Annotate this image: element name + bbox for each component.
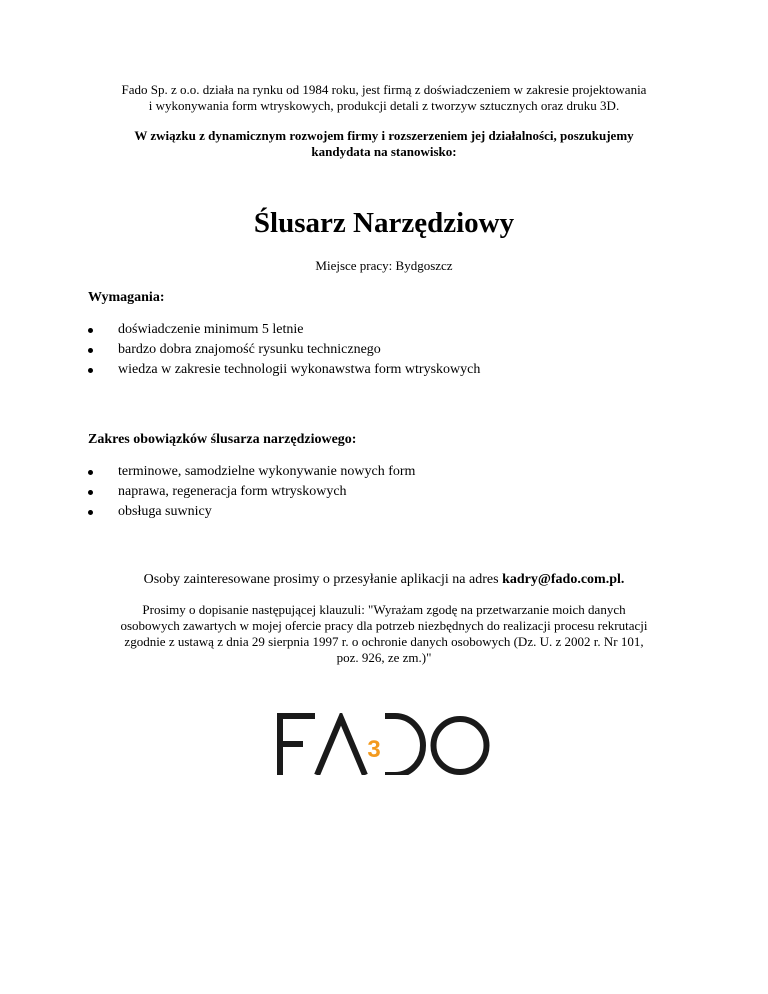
requirements-list [88, 320, 480, 380]
job-location: Miejsce pracy: Bydgoszcz [315, 258, 453, 273]
duties-item-text: naprawa, regeneracja form wtryskowych [118, 484, 347, 499]
logo-letter-d [385, 716, 423, 775]
company-intro [60, 82, 708, 114]
hiring-announcement-line: kandydata na stanowisko: [311, 144, 457, 159]
company-intro-line: Fado Sp. z o.o. działa na rynku od 1984 roku, jest firmą z doświadczeniem w zakresie projektowania [121, 82, 647, 97]
consent-clause-line: poz. 926, ze zm.)" [336, 650, 432, 665]
bullet-icon [88, 470, 93, 475]
requirements-heading: Wymagania: [88, 290, 165, 305]
bullet-icon [88, 368, 93, 373]
bullet-icon [88, 328, 93, 333]
duties-list-item [88, 462, 415, 482]
job-title: Ślusarz Narzędziowy [253, 207, 515, 239]
fado-logo-letters [280, 716, 487, 775]
requirements-item-text: doświadczenie minimum 5 letnie [118, 322, 304, 337]
requirements-list-item [88, 340, 480, 360]
bullet-icon [88, 510, 93, 515]
duties-item-text: terminowe, samodzielne wykonywanie nowych form [118, 464, 416, 479]
logo-letter-a [317, 718, 365, 775]
hiring-announcement-line: W związku z dynamicznym rozwojem firmy i rozszerzeniem jej działalności, poszukujemy [134, 128, 634, 143]
hiring-announcement [60, 128, 708, 160]
application-text: Osoby zainteresowane prosimy o przesyłanie aplikacji na adres [143, 572, 503, 587]
duties-heading: Zakres obowiązków ślusarza narzędziowego: [88, 432, 357, 447]
logo-letter-o [434, 719, 487, 772]
consent-clause-line: osobowych zawartych w mojej ofercie pracy dla potrzeb niezbędnych do realizacji procesu rekrutacji [120, 618, 648, 633]
requirements-list-item [88, 320, 480, 340]
duties-list-item [88, 482, 415, 502]
requirements-item-text: bardzo dobra znajomość rysunku technicznego [118, 342, 381, 357]
bullet-icon [88, 348, 93, 353]
fado-logo [277, 713, 491, 775]
company-intro-line: i wykonywania form wtryskowych, produkcji detali z tworzyw sztucznych oraz druku 3D. [148, 98, 620, 113]
consent-clause-line: Prosimy o dopisanie następującej klauzuli: "Wyrażam zgodę na przetwarzanie moich danych [142, 602, 626, 617]
application-instructions [0, 571, 768, 588]
requirements-list-item [88, 360, 480, 380]
duties-item-text: obsługa suwnicy [118, 504, 212, 519]
logo-letter-f [280, 716, 315, 775]
bullet-icon [88, 490, 93, 495]
consent-clause-line: zgodnie z ustawą z dnia 29 sierpnia 1997 r. o ochronie danych osobowych (Dz. U. z 2002 r. Nr 101, [124, 634, 644, 649]
application-email: kadry@fado.com.pl. [502, 572, 625, 587]
duties-list [88, 462, 415, 522]
logo-accent-3: 3 [367, 736, 381, 763]
consent-clause [84, 602, 684, 666]
duties-list-item [88, 502, 415, 522]
requirements-item-text: wiedza w zakresie technologii wykonawstwa form wtryskowych [118, 362, 481, 377]
